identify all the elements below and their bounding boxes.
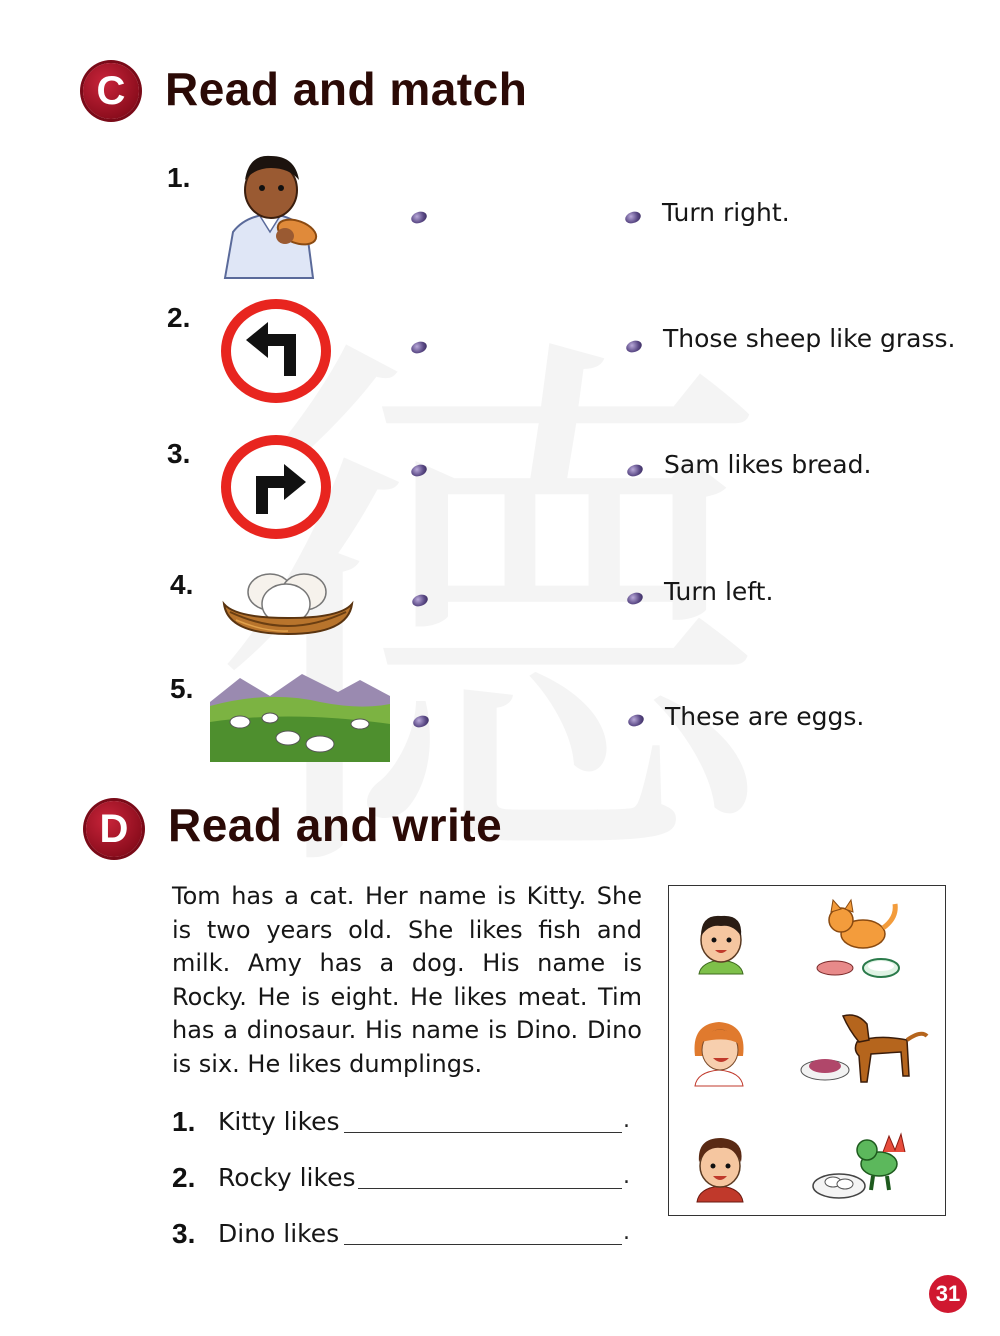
- dinosaur-with-dumplings-picture: [809, 1130, 919, 1206]
- question-end-2: .: [623, 1164, 630, 1189]
- question-text-1: Kitty likes: [218, 1107, 340, 1136]
- answer-line-3[interactable]: [344, 1244, 622, 1245]
- question-text-3: Dino likes: [218, 1219, 340, 1248]
- girl-face-picture: [687, 1016, 751, 1088]
- match-dot-left-4[interactable]: [411, 593, 430, 609]
- item-number-4: 4.: [170, 569, 194, 600]
- section-d-badge: D: [86, 801, 142, 857]
- match-dot-left-5[interactable]: [412, 714, 431, 730]
- match-dot-right-1[interactable]: [624, 210, 643, 226]
- sentence-5: These are eggs.: [665, 702, 865, 731]
- question-number-1: 1.: [172, 1106, 196, 1137]
- match-dot-right-5[interactable]: [627, 713, 646, 729]
- question-end-1: .: [623, 1108, 630, 1133]
- question-number-2: 2.: [172, 1162, 196, 1193]
- item-number-2: 2.: [167, 302, 191, 333]
- question-number-3: 3.: [172, 1218, 196, 1249]
- match-dot-right-2[interactable]: [625, 339, 644, 355]
- sheep-on-grass-picture: [210, 666, 390, 762]
- match-dot-right-4[interactable]: [626, 591, 645, 607]
- reading-passage: Tom has a cat. Her name is Kitty. She is two years old. She likes fish and milk. Amy has a dog. His name is Rocky. He is eight. He likes meat. Tim has a dinosaur. His name is Dino. Dino is six. He likes dumplings.: [172, 882, 642, 1078]
- cat-with-fish-and-milk-picture: [811, 898, 907, 984]
- sentence-3: Sam likes bread.: [664, 450, 872, 479]
- match-dot-right-3[interactable]: [626, 463, 645, 479]
- answer-line-2[interactable]: [358, 1188, 622, 1189]
- answer-line-1[interactable]: [344, 1132, 622, 1133]
- boy-face-2-picture: [687, 1132, 753, 1204]
- question-end-3: .: [623, 1220, 630, 1245]
- match-dot-left-1[interactable]: [410, 210, 429, 226]
- question-text-2: Rocky likes: [218, 1163, 356, 1192]
- sentence-4: Turn left.: [664, 577, 774, 606]
- pictures-box: [668, 885, 946, 1216]
- item-number-1: 1.: [167, 162, 191, 193]
- boy-eating-bread-picture: [215, 150, 325, 280]
- item-number-5: 5.: [170, 673, 194, 704]
- section-c-title: Read and match: [165, 63, 528, 115]
- page-number: 31: [929, 1275, 967, 1313]
- boy-face-picture: [689, 908, 753, 978]
- section-d-title: Read and write: [168, 799, 503, 851]
- match-dot-left-3[interactable]: [410, 463, 429, 479]
- dog-with-meat-picture: [797, 1006, 933, 1090]
- turn-left-sign-picture: [220, 298, 332, 404]
- eggs-in-nest-picture: [220, 560, 355, 638]
- section-c-badge: C: [83, 63, 139, 119]
- item-number-3: 3.: [167, 438, 191, 469]
- match-dot-left-2[interactable]: [410, 340, 429, 356]
- turn-right-sign-picture: [220, 434, 332, 540]
- sentence-2: Those sheep like grass.: [663, 324, 956, 353]
- sentence-1: Turn right.: [662, 198, 790, 227]
